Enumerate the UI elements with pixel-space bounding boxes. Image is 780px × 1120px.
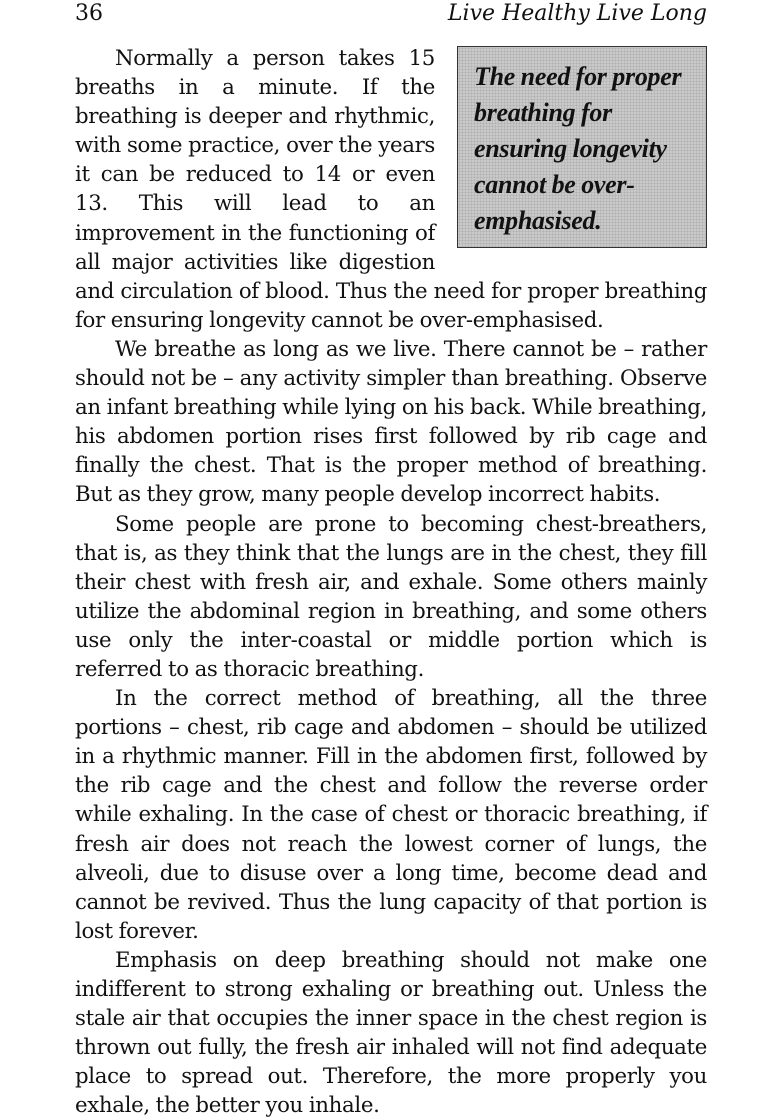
book-page — [75, 0, 707, 1119]
body-text — [75, 44, 707, 1120]
running-head: Live Healthy Live Long — [447, 1, 707, 26]
pullquote-box — [457, 46, 707, 248]
pullquote-text: The need for proper breathing for ensuring longevity cannot be over-emphasised. — [474, 62, 682, 235]
page-header — [75, 0, 707, 40]
paragraph: Normally a person takes 15 breaths in a minute. If the breathing is deeper and rhythmic, with some practice, over the years it can be reduced to 14 or even 13. This will lead to an improvement in the functioning of all major activities like digestion and circulation of blood. Thus the need for proper breathing for ensuring longevity cannot be over-emphasised. — [75, 46, 707, 333]
paragraph: Emphasis on deep breathing should not make one indifferent to strong exhaling or breathing out. Unless the stale air that occupies the inner space in the chest region is thrown out fully, the fresh air inhaled will not find adequate place to spread out. Therefore, the more properly you exhale, the better you inhale. — [75, 947, 707, 1119]
paragraph: In the correct method of breathing, all the three portions – chest, rib cage and abdomen – should be utilized in a rhythmic manner. Fill in the abdomen first, followed by the rib cage and the chest and follow the reverse order while exhaling. In the case of chest or thoracic breathing, if fresh air does not reach the lowest corner of lungs, the alveoli, due to disuse over a long time, become dead and cannot be revived. Thus the lung capacity of that portion is lost forever. — [75, 686, 707, 944]
paragraph: Some people are prone to becoming chest-breathers, that is, as they think that the lungs are in the chest, they fill their chest with fresh air, and exhale. Some others mainly utilize the abdominal region in breathing, and some others use only the inter-coastal or middle portion which is referred to as thoracic breathing. — [75, 511, 707, 682]
paragraph: We breathe as long as we live. There cannot be – rather should not be – any activity simpler than breathing. Observe an infant breathing while lying on his back. While breathing, his abdomen portion rises first followed by rib cage and finally the chest. That is the proper method of breathing. But as they grow, many people develop incorrect habits. — [75, 336, 707, 508]
page-number: 36 — [75, 1, 103, 26]
